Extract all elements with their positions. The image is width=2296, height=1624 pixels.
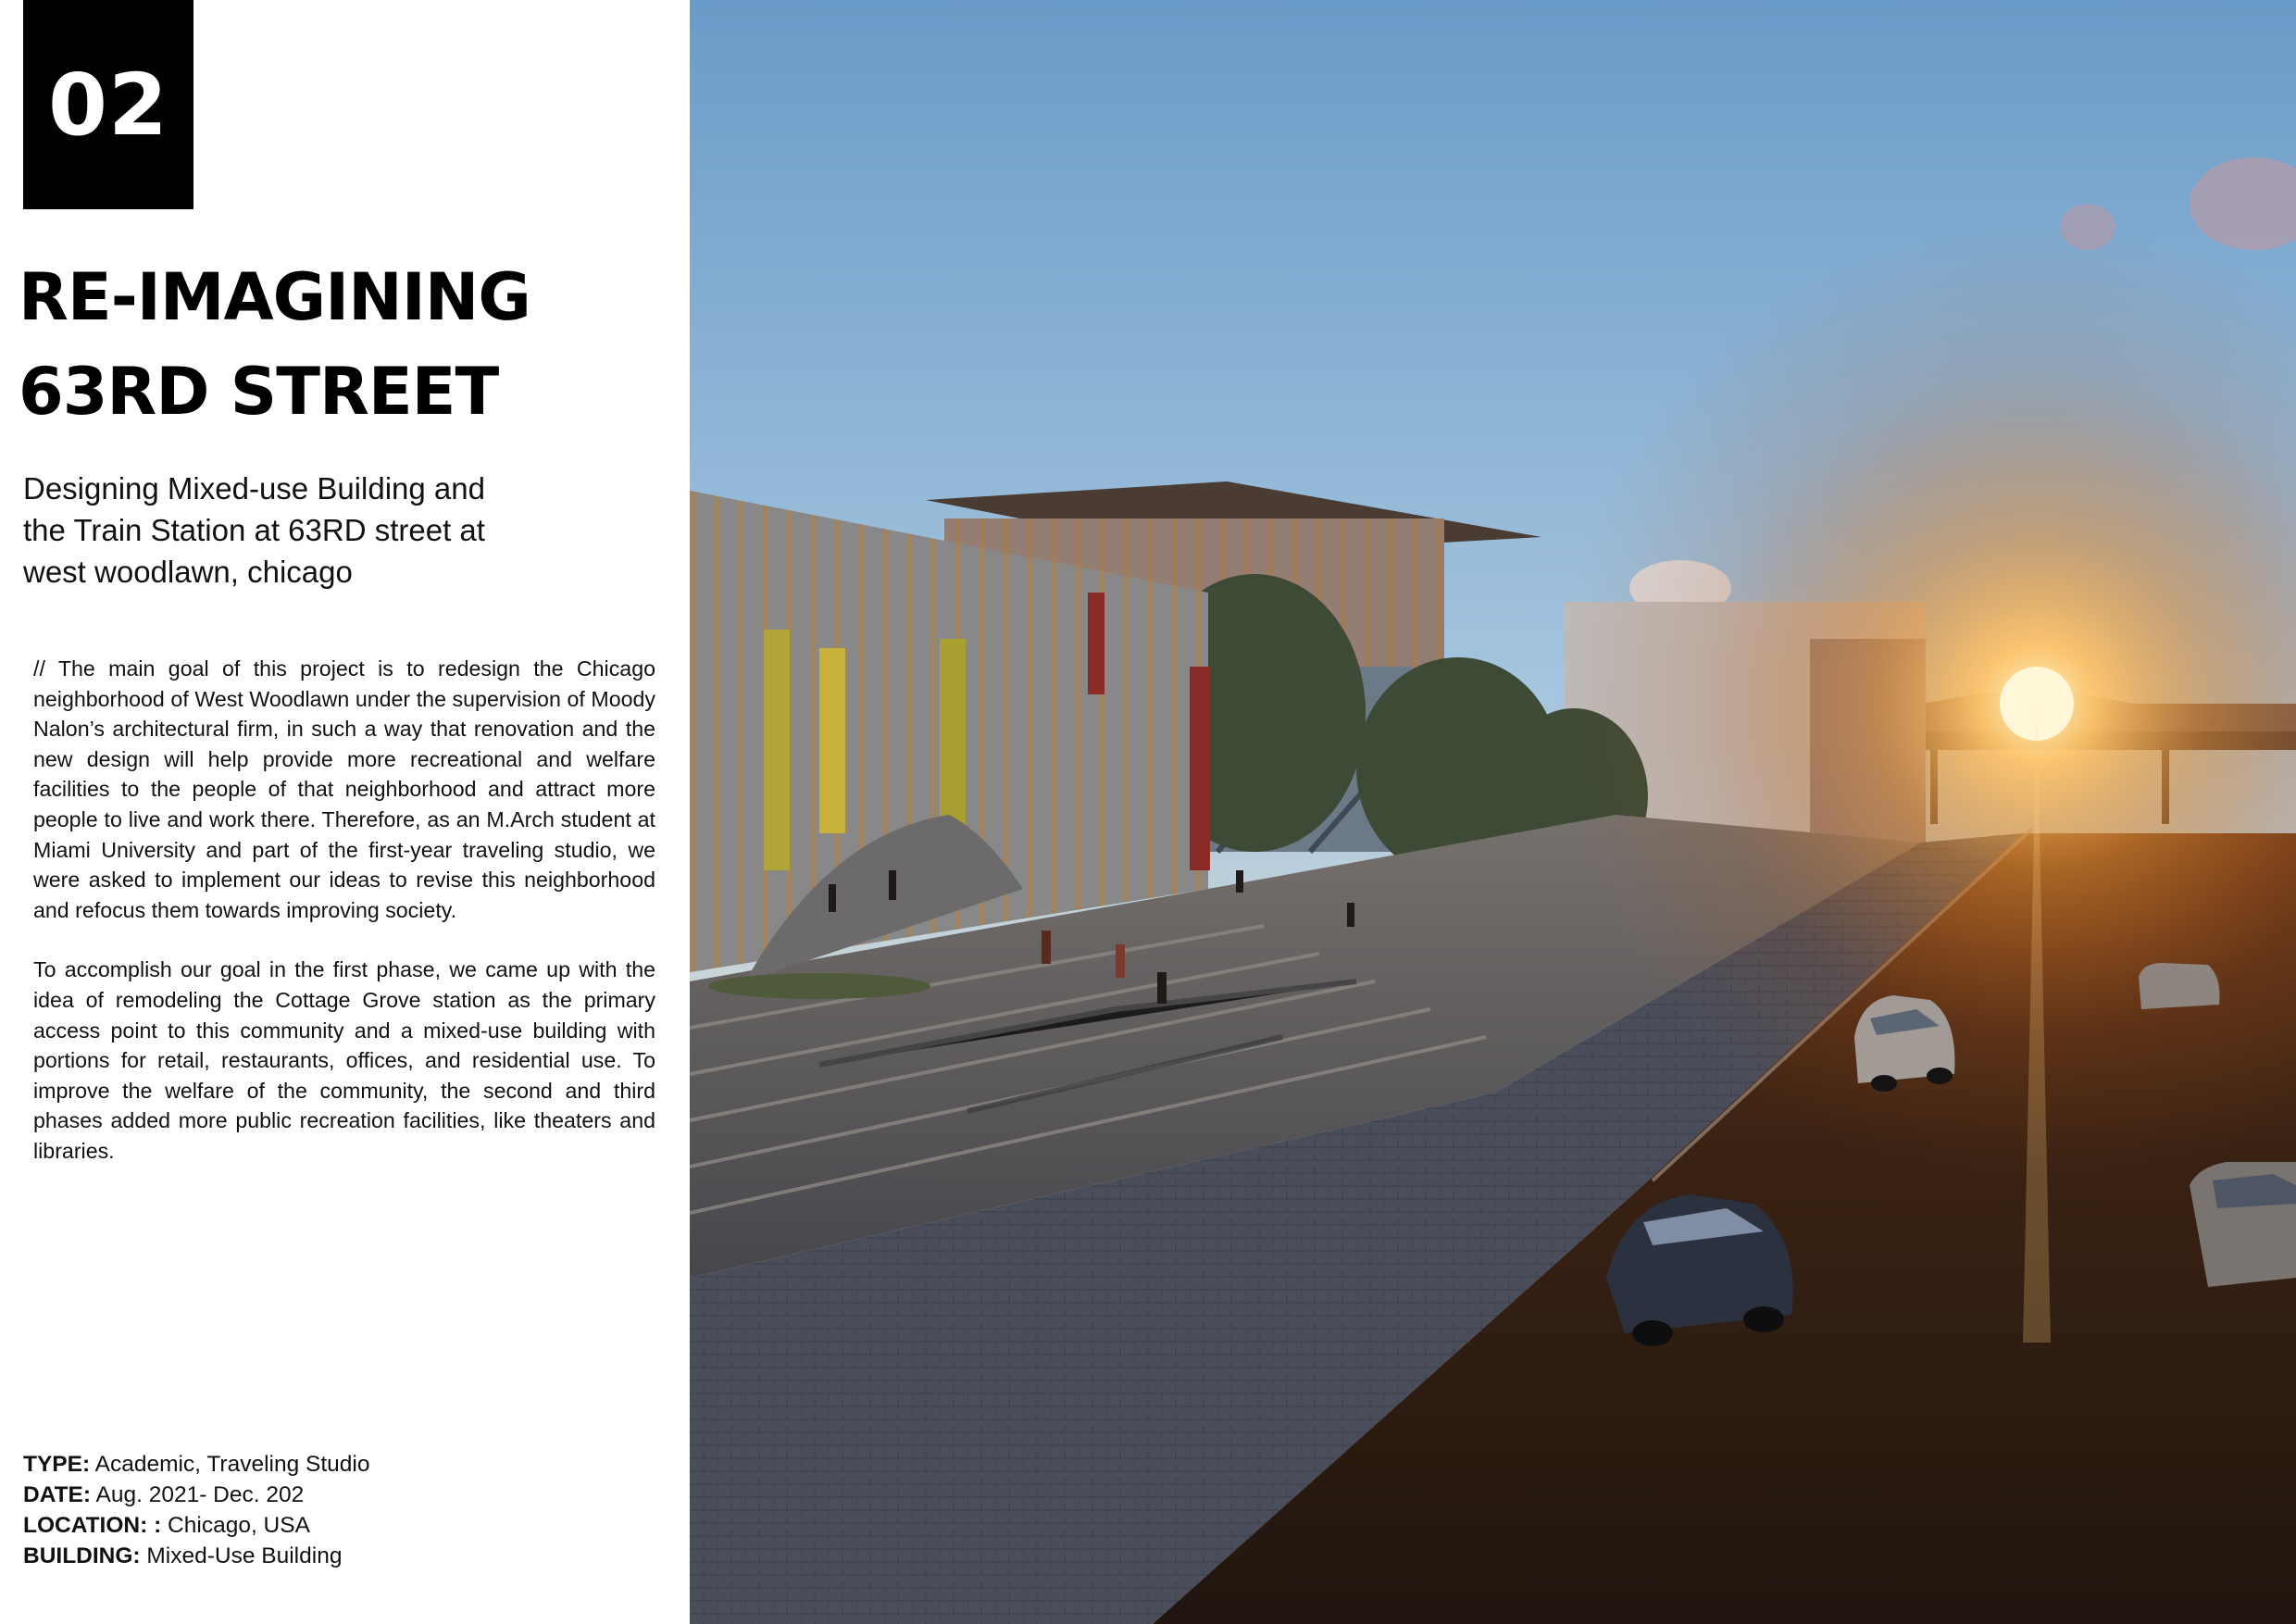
project-metadata [23,1449,369,1571]
car [2190,1162,2296,1287]
project-number-badge [23,0,193,209]
project-subtitle-line-3: west woodlawn, chicago [23,555,353,589]
car [1854,995,1954,1092]
meta-label-building: BUILDING: [23,1543,141,1568]
meta-value-location: Chicago, USA [161,1513,310,1538]
project-number: 02 [47,55,169,155]
meta-label-type: TYPE: [23,1452,91,1477]
sun-glow [690,0,2296,1624]
meta-value-type: Academic, Traveling Studio [90,1452,370,1477]
project-subtitle-line-2: the Train Station at 63RD street at [23,513,485,547]
project-title-line-2: 63RD STREET [19,354,499,430]
meta-label-date: DATE: [23,1482,92,1507]
street-rendering-image [690,0,2296,1624]
description-paragraph-1: // The main goal of this project is to redesign the Chicago neighborhood of West Woodlawn under the supervision of Moody Nalon’s architectural firm, in such a way that renovation and the new design will help provide more recreational and welfare facilities to the people of that neighborhood and attract more people to live and work there. Therefore, as an M.Arch student at Miami University and part of the first-year traveling studio, we were asked to implement our ideas to revise this neighborhood and refocus them towards improving society. [33,656,655,922]
project-subtitle-line-1: Designing Mixed-use Building and [23,471,485,506]
project-info-panel [0,0,690,1624]
meta-label-location: LOCATION: : [23,1513,162,1538]
project-description [33,654,655,1167]
description-paragraph-2: To accomplish our goal in the first phase, we came up with the idea of remodeling the Cottage Grove station as the primary access point to this community and a mixed-use building with portions for retail, restaurants, offices, and residential use. To improve the welfare of the community, the second and third phases added more public recreation facilities, like theaters and libraries. [33,957,655,1163]
project-subtitle [23,468,616,593]
meta-row-location [23,1510,369,1541]
meta-row-type [23,1449,369,1480]
meta-value-building: Mixed-Use Building [140,1543,343,1568]
meta-value-date: Aug. 2021- Dec. 202 [91,1482,305,1507]
rendering-illustration [690,0,2296,1624]
project-title-line-1: RE-IMAGINING [19,259,530,335]
project-title [19,250,667,439]
meta-row-date [23,1480,369,1510]
meta-row-building [23,1541,369,1571]
car [2139,963,2220,1009]
